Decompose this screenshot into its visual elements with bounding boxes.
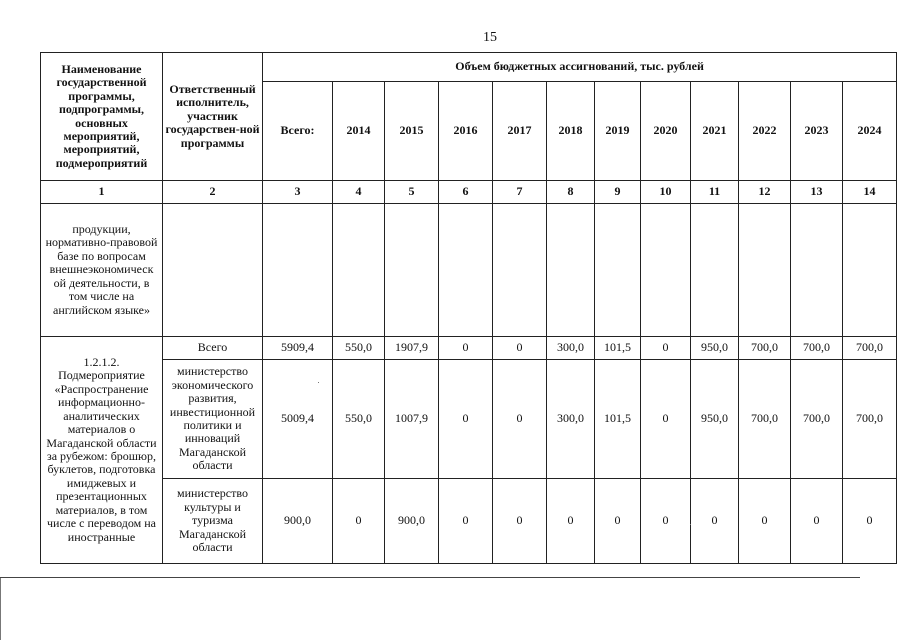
header-year-2023: 2023 bbox=[791, 82, 843, 181]
header-year-2018: 2018 bbox=[547, 82, 595, 181]
value-cell: 0 bbox=[595, 479, 641, 564]
empty-cell bbox=[263, 204, 333, 337]
value-cell: 300,0 bbox=[547, 337, 595, 360]
continuation-text: продукции, нормативно-правовой базе по вопросам внешнеэкономическ ой деятельности, в том числе на английском языке» bbox=[41, 204, 163, 337]
column-number: 14 bbox=[843, 181, 897, 204]
value-cell: 950,0 bbox=[691, 337, 739, 360]
value-cell: 5909,4 bbox=[263, 337, 333, 360]
value-cell: 0 bbox=[691, 479, 739, 564]
value-cell: 950,0 bbox=[691, 360, 739, 479]
value-cell: 0 bbox=[641, 360, 691, 479]
column-number: 5 bbox=[385, 181, 439, 204]
header-name: Наименование государственной программы, подпрограммы, основных мероприятий, мероприятий, подмероприятий bbox=[41, 53, 163, 181]
header-year-2014: 2014 bbox=[333, 82, 385, 181]
value-cell: 0 bbox=[493, 337, 547, 360]
table-row bbox=[41, 360, 897, 479]
value-cell: 0 bbox=[439, 360, 493, 479]
empty-cell bbox=[791, 204, 843, 337]
header-year-2021: 2021 bbox=[691, 82, 739, 181]
value-cell: 1007,9 bbox=[385, 360, 439, 479]
column-number: 4 bbox=[333, 181, 385, 204]
header-year-2016: 2016 bbox=[439, 82, 493, 181]
column-number: 6 bbox=[439, 181, 493, 204]
scan-artifact bbox=[318, 382, 319, 383]
column-number: 12 bbox=[739, 181, 791, 204]
empty-cell bbox=[843, 204, 897, 337]
header-total: Всего: bbox=[263, 82, 333, 181]
header-year-2022: 2022 bbox=[739, 82, 791, 181]
value-cell: 900,0 bbox=[385, 479, 439, 564]
value-cell: 550,0 bbox=[333, 337, 385, 360]
value-cell: 900,0 bbox=[263, 479, 333, 564]
value-cell: 0 bbox=[439, 337, 493, 360]
value-cell: 0 bbox=[843, 479, 897, 564]
column-number: 2 bbox=[163, 181, 263, 204]
table-row bbox=[41, 337, 897, 360]
column-number: 1 bbox=[41, 181, 163, 204]
value-cell: 0 bbox=[791, 479, 843, 564]
page-left-rule bbox=[0, 578, 1, 640]
header-year-2019: 2019 bbox=[595, 82, 641, 181]
budget-table bbox=[40, 52, 897, 564]
value-cell: 0 bbox=[547, 479, 595, 564]
table-row bbox=[41, 204, 897, 337]
empty-cell bbox=[333, 204, 385, 337]
value-cell: 0 bbox=[493, 360, 547, 479]
header-budget-group: Объем бюджетных ассигнований, тыс. рублей bbox=[263, 53, 897, 82]
value-cell: 700,0 bbox=[843, 360, 897, 479]
value-cell: 0 bbox=[439, 479, 493, 564]
header-year-2015: 2015 bbox=[385, 82, 439, 181]
value-cell: 700,0 bbox=[739, 337, 791, 360]
empty-cell bbox=[739, 204, 791, 337]
header-year-2024: 2024 bbox=[843, 82, 897, 181]
header-year-2017: 2017 bbox=[493, 82, 547, 181]
empty-cell bbox=[385, 204, 439, 337]
value-cell: 550,0 bbox=[333, 360, 385, 479]
value-cell: 0 bbox=[641, 479, 691, 564]
value-cell: 700,0 bbox=[843, 337, 897, 360]
column-number: 3 bbox=[263, 181, 333, 204]
column-number: 10 bbox=[641, 181, 691, 204]
value-cell: 300,0 bbox=[547, 360, 595, 479]
column-number: 8 bbox=[547, 181, 595, 204]
empty-cell bbox=[547, 204, 595, 337]
value-cell: 101,5 bbox=[595, 360, 641, 479]
table-row bbox=[41, 479, 897, 564]
page-bottom-rule bbox=[0, 577, 860, 578]
page-number: 15 bbox=[483, 30, 497, 45]
value-cell: 0 bbox=[641, 337, 691, 360]
value-cell: 0 bbox=[739, 479, 791, 564]
value-cell: 5009,4 bbox=[263, 360, 333, 479]
value-cell: 700,0 bbox=[791, 360, 843, 479]
empty-cell bbox=[595, 204, 641, 337]
scan-artifact bbox=[690, 524, 691, 525]
executor-cell: министерство экономического развития, инвестиционной политики и инноваций Магаданской области bbox=[163, 360, 263, 479]
column-number: 13 bbox=[791, 181, 843, 204]
value-cell: 1907,9 bbox=[385, 337, 439, 360]
header-executor: Ответственный исполнитель, участник государствен-ной программы bbox=[163, 53, 263, 181]
value-cell: 700,0 bbox=[791, 337, 843, 360]
executor-cell: министерство культуры и туризма Магаданской области bbox=[163, 479, 263, 564]
column-number: 7 bbox=[493, 181, 547, 204]
empty-cell bbox=[691, 204, 739, 337]
empty-cell bbox=[641, 204, 691, 337]
value-cell: 700,0 bbox=[739, 360, 791, 479]
header-year-2020: 2020 bbox=[641, 82, 691, 181]
column-number: 9 bbox=[595, 181, 641, 204]
empty-cell bbox=[163, 204, 263, 337]
empty-cell bbox=[493, 204, 547, 337]
executor-cell: Всего bbox=[163, 337, 263, 360]
column-number: 11 bbox=[691, 181, 739, 204]
empty-cell bbox=[439, 204, 493, 337]
value-cell: 101,5 bbox=[595, 337, 641, 360]
value-cell: 0 bbox=[333, 479, 385, 564]
subevent-text: 1.2.1.2. Подмероприятие «Распространение информационно-аналитических материалов о Магаданской области за рубежом: брошюр, буклетов, подготовка имиджевых и презентационных материалов, в том числе с переводом на иностранные bbox=[41, 337, 163, 564]
value-cell: 0 bbox=[493, 479, 547, 564]
